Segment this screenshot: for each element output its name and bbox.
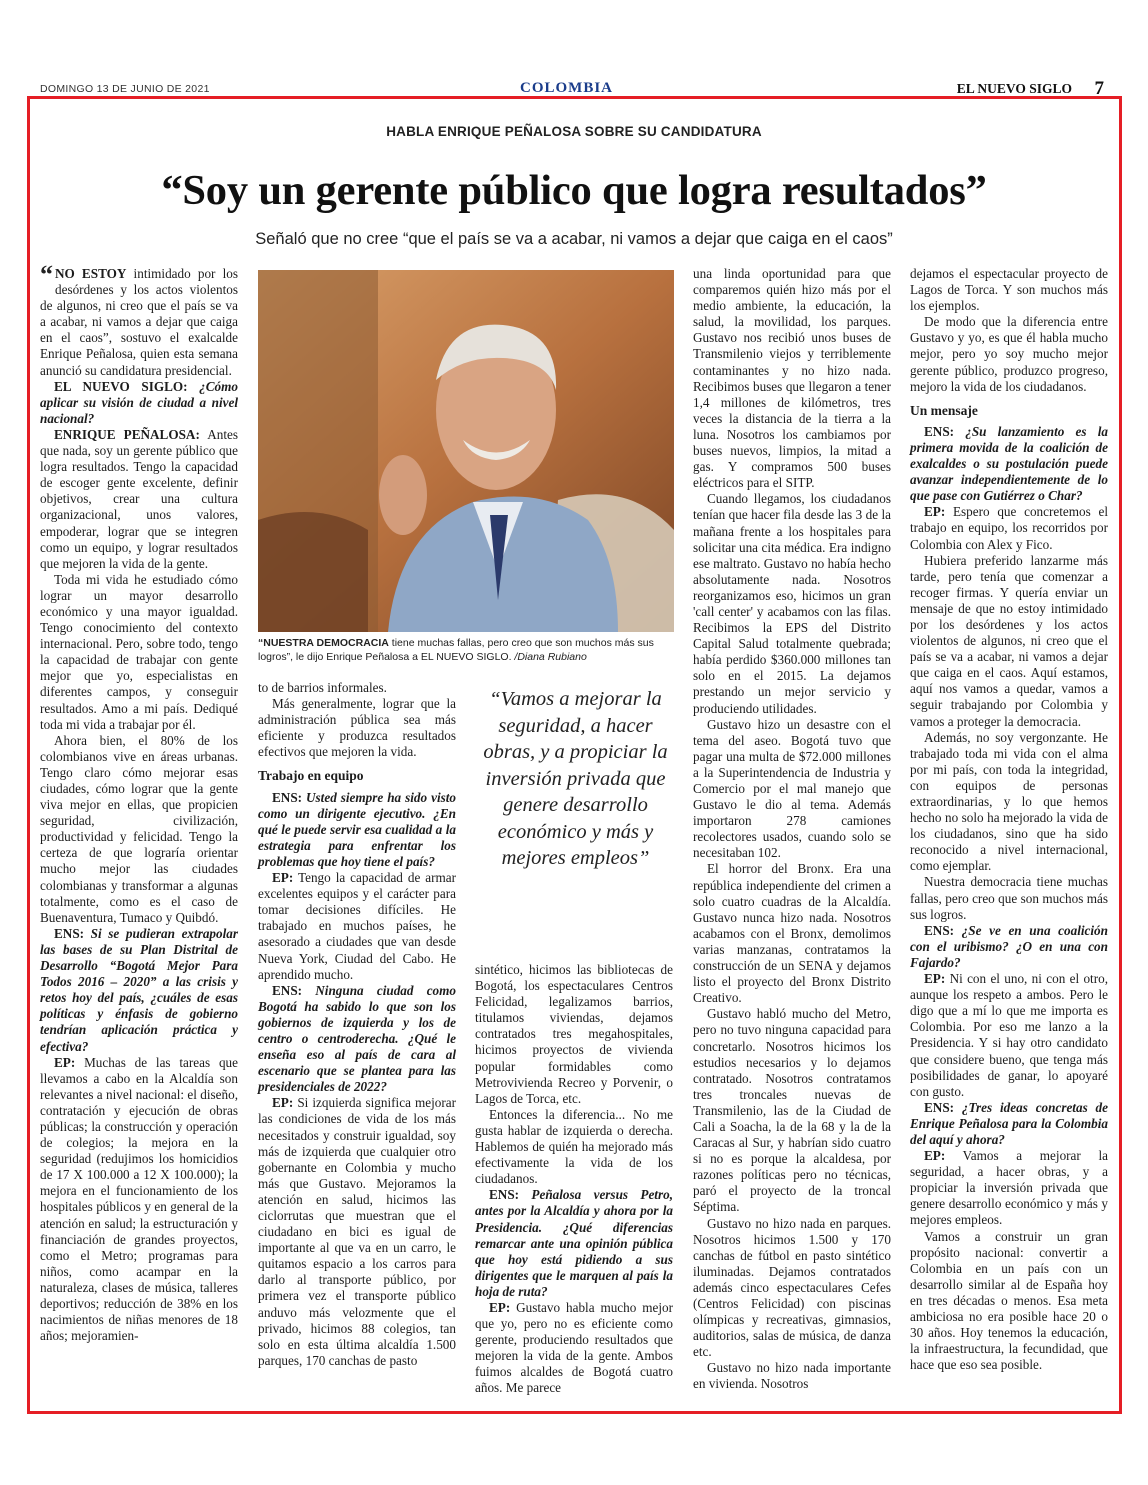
paragraph: sintético, hicimos las bibliotecas de Bogotá, los espectaculares Centros Felicidad, legalizamos barrios, titulamos viviendas, dejamos contratados tres megahospitales, hicimos proyectos de vivienda popular formidables como Metrovivienda Recreo y Porvenir, o Lagos de Torca, etc. <box>475 962 673 1106</box>
paragraph: Nuestra democracia tiene muchas fallas, pero creo que son muchos más sus logros. <box>910 874 1108 922</box>
article-lead <box>40 260 238 379</box>
page-number: 7 <box>1094 78 1104 99</box>
paragraph: to de barrios informales. <box>258 680 387 695</box>
answer-speaker: EP: <box>489 1299 511 1315</box>
article-column-5 <box>910 266 1108 1373</box>
question-speaker: ENS: <box>272 789 303 805</box>
paragraph: dejamos el espectacular proyecto de Lagos de Torca. Y son muchos más los ejemplos. <box>910 266 1108 314</box>
section-name: COLOMBIA <box>520 80 614 96</box>
question-text: Usted siempre ha sido visto como un dirigente ejecutivo. ¿En qué le puede servir esa cualidad a la estrategia para enfrentar los problemas que hoy tiene el país? <box>258 789 456 869</box>
issue-date: DOMINGO 13 DE JUNIO DE 2021 <box>40 83 210 95</box>
answer-speaker: EP: <box>272 870 294 886</box>
paragraph: De modo que la diferencia entre Gustavo y yo, es que él habla mucho mejor, pero yo soy mucho mejor gerente público, produzco progreso, mejoro la vida de los ciudadanos. <box>910 314 1108 394</box>
article-photo <box>258 270 674 632</box>
article-column-3 <box>475 962 673 1397</box>
answer-text: Si izquierda significa mejorar las condiciones de vida de los más necesitados y construir igualdad, soy más de izquierda que cualquier otro gobernante en Colombia y mucho más que Gustavo. Mejoramos la atención en salud, hicimos las ciclorrutas que muestran que el ciudadano en bici es igual de importante al que va en un carro, le quitamos espacio a los carros para darlo al transporte público, por primera vez el transporte público anduvo más velozmente que el privado, hicimos 88 colegios, tan solo en esta última alcaldía 1.500 parques, 170 canchas de pasto <box>258 1095 456 1368</box>
pull-quote: “Vamos a mejorar la seguridad, a hacer obras, y a propiciar la inversión privada que genere desarrollo económico y más y mejores empleos” <box>483 688 668 869</box>
paragraph: Gustavo hizo un desastre con el tema del aseo. Bogotá tuvo que pagar una multa de $72.000 millones a la Superintendencia de Industria y Comercio por el mal manejo que Gustavo le dio al tema. Además importaron 278 camiones recolectores usados, cuando solo se necesitaban 102. <box>693 716 891 861</box>
article-headline: “Soy un gerente público que logra resultados” <box>161 167 987 214</box>
answer-speaker: EP: <box>924 971 946 987</box>
caption-text: tiene muchas fallas, pero creo que son muchos más sus logros”, le dijo Enrique Peñalosa a EL NUEVO SIGLO. <box>258 637 654 663</box>
question-speaker: ENS: <box>54 925 85 941</box>
article-column-1 <box>40 260 238 1344</box>
question-text: ¿Cómo aplicar su visión de ciudad a nivel nacional? <box>40 378 238 426</box>
question-text: Ninguna ciudad como Bogotá ha sabido lo que son los gobiernos de izquierda y los de centro o centroderecha. ¿Qué le enseña eso al país de cara al escenario que se plantea para las presidenciales de 2022? <box>258 982 456 1095</box>
photo-caption <box>258 636 674 664</box>
question-text: ¿Su lanzamiento es la primera movida de la coalición de exalcaldes o su postulación puede avanzar independientemente de lo que pase con Gutiérrez o Char? <box>910 423 1108 504</box>
caption-lead: “NUESTRA DEMOCRACIA <box>258 637 389 649</box>
paragraph: Gustavo no hizo nada importante en vivienda. Nosotros <box>693 1360 891 1392</box>
paragraph: una linda oportunidad para que comparemos quién hizo más por el medio ambiente, la educación, la salud, la movilidad, los parques. Gustavo nos recibió unos buses de Transmilenio viejos y terriblemente contaminantes y no hizo nada. Recibimos buses que llegaron a tener 1,4 millones de kilómetros, tres veces la distancia de la tierra a la luna. Nosotros los cambiamos por buses nuevos, limpios, la mitad a gas. Y compramos 500 buses eléctricos para el SITP. <box>693 266 891 491</box>
answer-text: Espero que concretemos el trabajo en equipo, los recorridos por Colombia con Alex y Fico. <box>910 504 1108 552</box>
question-speaker: ENS: <box>924 1099 955 1115</box>
answer-text: Gustavo habla mucho mejor que yo, pero no es eficiente como gerente, produciendo resultados que mejoren la vida de la gente. Ambos fuimos alcaldes de Bogotá cuatro años. Me parece <box>475 1299 673 1396</box>
paragraph: El horror del Bronx. Era una república independiente del crimen a solo cuatro cuadras de la Alcaldía. Gustavo nunca hizo nada. Nosotros acabamos con el Bronx, demolimos varias manzanas, contratamos la construcción de un SENA y dejamos listo el proyecto del Bronx Distrito Creativo. <box>693 861 891 1006</box>
article-subhead: Señaló que no cree “que el país se va a acabar, ni vamos a dejar que caiga en el caos” <box>255 230 893 248</box>
answer-text: Muchas de las tareas que llevamos a cabo en la Alcaldía son relevantes a nivel nacional: el diseño, contratación y ejecución de obras públicas; la construcción y operación de colegios; la mejora en la seguridad (redujimos los homicidios de 17 X 100.000 a 12 X 100.000); la mejora en el funcionamiento de los hospitales públicos y en general de la atención en salud; la estructuración y financiación de grandes proyectos, como el Metro; programas para niños, como acampar en la naturaleza, clases de música, talleres deportivos; reducción de 38% en los nacimientos de niñas menores de 18 años; mejoramien- <box>40 1054 238 1344</box>
question-speaker: ENS: <box>489 1187 520 1203</box>
answer-speaker: EP: <box>924 504 946 520</box>
paragraph: Vamos a construir un gran propósito nacional: convertir a Colombia en un país con un desarrollo similar al de España hoy en tres décadas o menos. Esa meta ambiciosa no era posible hace 20 o 30 años. Hoy tenemos la educación, la infraestructura, la fecundidad, que hace que eso sea posible. <box>910 1228 1108 1373</box>
article-column-4 <box>693 266 891 1393</box>
question-speaker: EL NUEVO SIGLO: <box>54 378 188 394</box>
question-text: Peñalosa versus Petro, antes por la Alcaldía y ahora por la Presidencia. ¿Qué diferencias remarcar ante una opinión pública que hoy está pidiendo a sus dirigentes que le marquen al país la hoja de ruta? <box>475 1187 673 1299</box>
paragraph: Hubiera preferido lanzarme más tarde, pero tenía que comenzar a recoger firmas. Y quería enviar un mensaje de que no estoy intimidado por los desórdenes y los actos violentos de algunos, ni creo que el país se va a acabar, ni vamos a dejar que caiga en el caos. Aquí estamos, aquí nos vamos a quedar, vamos a seguir trabajando por Colombia y vamos a proteger la democracia. <box>910 552 1108 729</box>
paragraph: Entonces la diferencia... No me gusta hablar de izquierda o derecha. Hablemos de quién ha mejorado más efectivamente la vida de los ciudadanos. <box>475 1106 673 1187</box>
answer-speaker: ENRIQUE PEÑALOSA: <box>54 426 200 442</box>
question-text: Si se pudieran extrapolar las bases de su Plan Distrital de Desarrollo “Bogotá Mejor Para Todos 2016 – 2020” a las crisis y retos hoy del país, ¿cuáles de esas políticas y énfasis de gobierno tendrían aplicación práctica y efectiva? <box>40 925 238 1054</box>
newspaper-name: EL NUEVO SIGLO <box>956 81 1072 96</box>
question-speaker: ENS: <box>924 922 955 938</box>
paragraph: Cuando llegamos, los ciudadanos tenían que hacer fila desde las 3 de la mañana frente a los hospitales para solicitar una cita médica. Era indigno ese maltrato. Gustavo no había hecho absolutamente nada. Nosotros reorganizamos eso, hicimos un gran 'call center' y acabamos con las filas. Recibimos la EPS del Distrito Capital Salud totalmente quebrada; había perdido $360.000 millones tan solo en el 2015. La dejamos prestando un mejor servicio y produciendo utilidades. <box>693 491 891 716</box>
lead-text: intimidado por los desórdenes y los actos violentos de algunos, ni creo que el país se va a acabar, ni vamos a dejar que caiga en el caos”, sostuvo el exalcalde Enrique Peñalosa, quien esta semana anunció su candidatura presidencial. <box>40 266 238 378</box>
question-speaker: ENS: <box>272 982 303 998</box>
question-speaker: ENS: <box>924 423 955 439</box>
paragraph: Más generalmente, lograr que la administración pública sea más eficiente y produzca resultados efectivos que mejoren la vida. <box>258 696 456 760</box>
article-column-2 <box>258 680 456 1369</box>
answer-text: Tengo la capacidad de armar excelentes equipos y el carácter para tomar decisiones difíciles. He trabajado en muchos países, he asesorado a ciudades que van desde Nueva York, Ciudad del Cabo. He aprendido mucho. <box>258 870 456 982</box>
portrait-illustration <box>258 270 674 632</box>
answer-speaker: EP: <box>54 1054 76 1070</box>
article-kicker: HABLA ENRIQUE PEÑALOSA SOBRE SU CANDIDATURA <box>386 124 762 139</box>
section-subheading: Un mensaje <box>910 402 978 418</box>
paragraph: Ahora bien, el 80% de los colombianos vive en áreas urbanas. Tengo claro cómo mejorar esas ciudades, cómo lograr que la gente viva mejor en ellas, que propicien seguridad, civilización, productividad y felicidad. Tengo la certeza de que lograría orientar mucho mejor las ciudades colombianas y transformar a algunas totalmente, como es el caso de Buenaventura, Tumaco y Quibdó. <box>40 732 238 925</box>
answer-speaker: EP: <box>272 1095 294 1111</box>
answer-text: Antes que nada, soy un gerente público que logra resultados. Tengo la capacidad de escoger gente excelente, definir objetivos, crear una cultura organizacional, unos valores, empoderar, lograr que se integren como un equipo, y lograr resultados que mejoren la vida de la gente. <box>40 426 238 571</box>
open-quote-glyph: “ <box>40 260 53 289</box>
lead-caps: NO ESTOY <box>55 266 127 281</box>
paragraph: Además, no soy vergonzante. He trabajado toda mi vida con el alma por mi país, con toda la integridad, con equipos de personas extraordinarias, y lo que hemos hecho no solo ha mejorado la vida de los ciudadanos, sino que ha sido reconocido a nivel internacional, como ejemplar. <box>910 729 1108 874</box>
section-subheading: Trabajo en equipo <box>258 768 364 784</box>
answer-text: Ni con el uno, ni con el otro, aunque los respeto a ambos. Pero le digo que a mí lo que me importa es Colombia. Por eso me lanzo a la Presidencia. Y si hay otro candidato que considere bueno, que tenga más posibilidades de ganar, lo apoyaré con gusto. <box>910 971 1108 1099</box>
question-text: ¿Se ve en una coalición con el uribismo? ¿O en una con Fajardo? <box>910 922 1108 970</box>
answer-speaker: EP: <box>924 1148 946 1164</box>
question-text: ¿Tres ideas concretas de Enrique Peñalosa para la Colombia del aquí y ahora? <box>910 1099 1108 1147</box>
paragraph: Toda mi vida he estudiado cómo lograr un mayor desarrollo económico y una mayor igualdad. Tengo conocimiento del contexto internacional. Pero, sobre todo, tengo la capacidad de trabajar con gente mejor que yo, especialistas en diferentes campos, y conseguir resultados. Amo a mi país. Dediqué toda mi vida a trabajar por él. <box>40 571 238 732</box>
answer-text: Vamos a mejorar la seguridad, a hacer obras, y a propiciar la inversión privada que genere desarrollo económico y más y mejores empleos. <box>910 1148 1108 1228</box>
paragraph: Gustavo no hizo nada en parques. Nosotros hicimos 1.500 y 170 canchas de fútbol en pasto sintético iluminadas. Dejamos contratados además cinco espectaculares Cefes (Centros Felicidad) con piscinas olímpicas y recreativas, gimnasios, auditorios, salas de música, de danza etc. <box>693 1215 891 1360</box>
paragraph: Gustavo habló mucho del Metro, pero no tuvo ninguna capacidad para concretarlo. Nosotros hicimos los estudios necesarios y lo dejamos contratado. Nosotros contratamos tres troncales nuevas de Transmilenio, las de la Ciudad de Cali a Soacha, la de la 68 y la de la Caracas al Sur, y habrían sido cuatro si no es porque la alcaldesa, por razones políticas pero no técnicas, paró el proyecto de la troncal Séptima. <box>693 1006 891 1215</box>
photo-credit: /Diana Rubiano <box>514 651 587 663</box>
